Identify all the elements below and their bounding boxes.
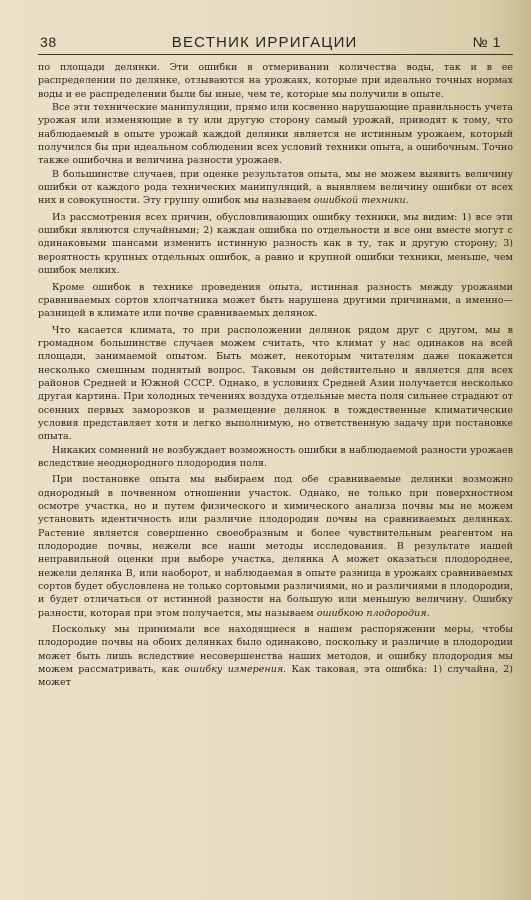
paragraph-8: При постановке опыта мы выбираем под обе сравниваемые делянки возможно однородный в почвенном отношении участок. Однако, не только при поверхностном осмотре участка, но и путем физического и химического анализа почвы мы не можем установить идентичность или различие плодородия почвы на сравниваемых делянках. Растение является совершенно своеобразным и более чувствительным реагентом на плодородие почвы, нежели все наши методы исследования. В результате нашей неправильной оценки при выборе участка, делянка А может оказаться плодороднее, нежели делянка В, или наоборот, и наблюдаемая в опыте разница в урожаях сравниваемых сортов будет обусловлена не только сортовыми различиями, но и различиями в плодородии, и будет отличаться от истинной разности на большую или меньшую величину. Ошибку разности, которая при этом получается, мы называем ошибкою плодородия.: [38, 474, 513, 619]
paragraph-1: по площади делянки. Эти ошибки в отмеривании количества воды, так и в ее распределении по делянке, отзываются на урожаях, которые при идеально точных нормах воды и ее распределении были бы иные, чем те, которые мы получили в опыте.: [38, 62, 513, 100]
paragraph-2: Все эти технические манипуляции, прямо или косвенно нарушающие правильность учета урожая или изменяющие в ту или другую сторону самый урожай, приводят к тому, что наблюдаемый в опыте урожай каждой делянки является не истинным урожаем, который получился бы при идеальном соблюдении всех условий техники опыта, а ошибочным. Точно также ошибочна и величина разности урожаев.: [38, 102, 513, 167]
paragraph-5: Кроме ошибок в технике проведения опыта, истинная разность между урожаями сравниваемых сортов хлопчатника может быть нарушена другими причинами, а именно—разницей в климате или почве сравниваемых делянок.: [38, 281, 513, 320]
term-technique-error: ошибкой техники: [313, 195, 406, 207]
paragraph-3: В большинстве случаев, при оценке результатов опыта, мы не можем выявить величину ошибки от каждого рода технических манипуляций, а выявляем величину ошибки от всех них в совокупности. Эту группу ошибок мы называем ошибкой техники.: [38, 168, 513, 207]
journal-title: ВЕСТНИК ИРРИГАЦИИ: [171, 34, 358, 51]
running-header: [38, 34, 513, 55]
issue-number: № 1: [472, 34, 501, 50]
paragraph-4: Из рассмотрения всех причин, обусловливающих ошибку техники, мы видим: 1) все эти ошибки являются случайными; 2) каждая ошибка по отдельности и все они вместе могут с одинаковыми шансами изменить истинную разность как в ту, так и другую сторону; 3) вероятность крупных отдельных ошибок, а равно и крупной ошибки техники, меньше, чем ошибок мелких.: [38, 211, 513, 277]
page-number: 38: [40, 34, 57, 50]
term-measurement-error: ошибку измерения: [184, 664, 284, 676]
paragraph-9: Поскольку мы принимали все находящиеся в нашем распоряжении меры, чтобы плодородие почвы на обоих делянках было одинаково, поскольку и различие в плодородии может быть лишь вследствие несовершенства наших методов, и ошибку плодородия мы можем рассматривать, как ошибку измерения. Как таковая, эта ошибка: 1) случайна, 2) может: [38, 624, 513, 689]
term-fertility-error: ошибкою плодородия: [316, 607, 427, 619]
article-body: [38, 61, 513, 690]
paragraph-6: Что касается климата, то при расположении делянок рядом друг с другом, мы в громадном большинстве случаев можем считать, что климат у нас одинаков на всей площади, занимаемой опытом. Быть может, некоторым читателям даже покажется несколько смешным поднятый вопрос. Таковым он действительно и является для всех районов Средней и Южной СССР. Однако, в условиях Средней Азии получается несколько другая картина. При холодных течениях воздуха отдельные места поля сильнее страдают от осенних первых заморозков и размещение делянок в тождественные климатические условия представляет хотя и легко выполнимую, но ответственную задачу при постановке опыта.: [38, 324, 513, 443]
paragraph-7: Никаких сомнений не возбуждает возможность ошибки в наблюдаемой разности урожаев вследствие неоднородного плодородия поля.: [38, 444, 513, 469]
